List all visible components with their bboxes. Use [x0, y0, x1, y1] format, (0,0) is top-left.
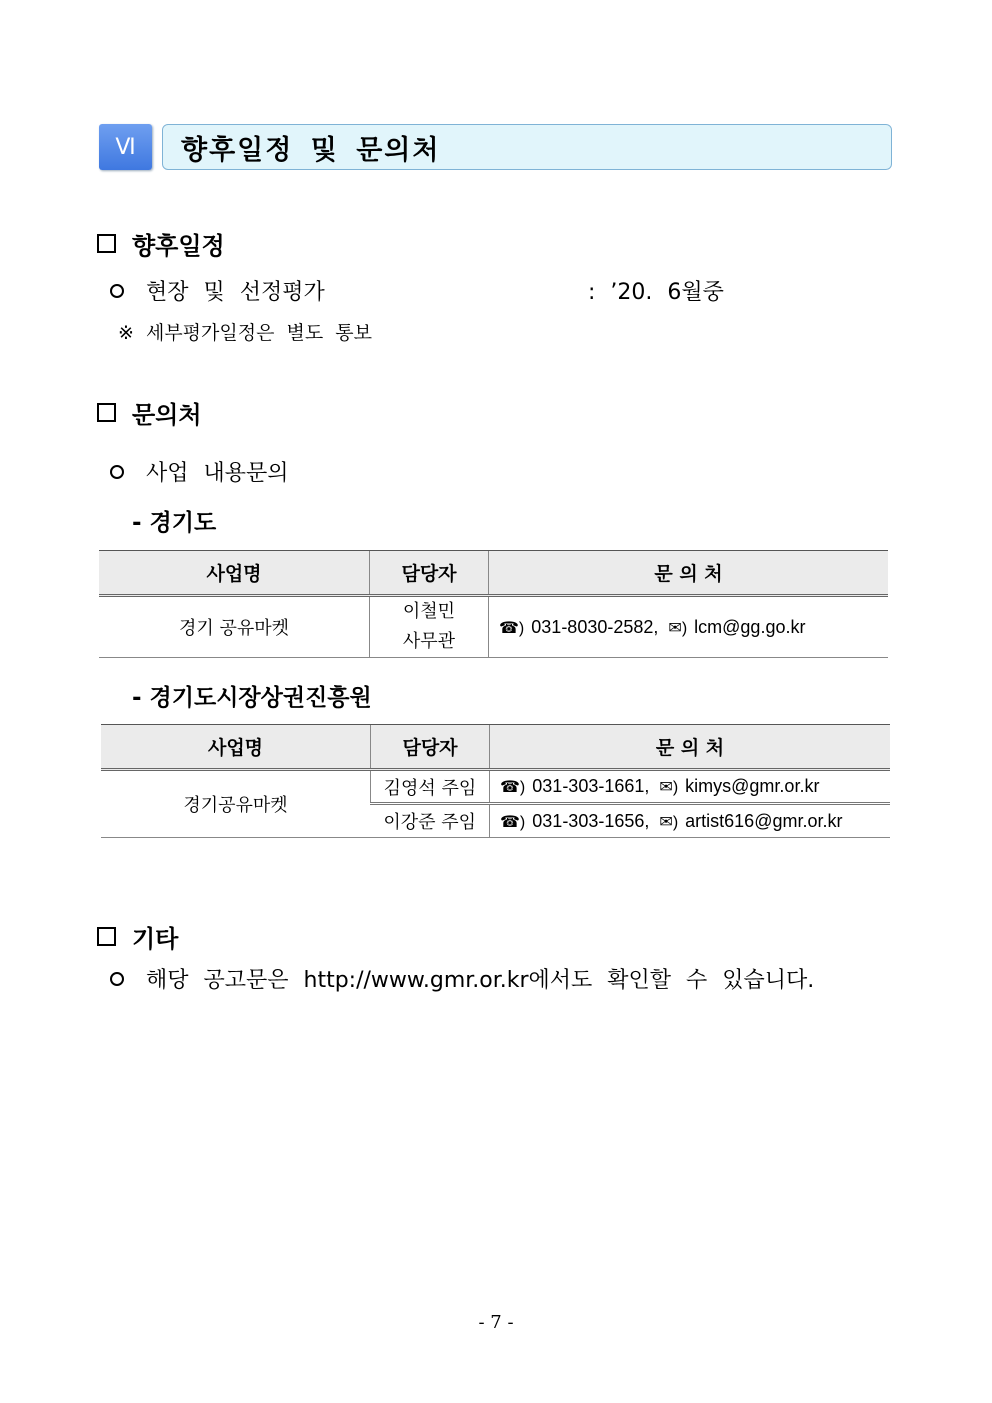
contact-cell: [489, 596, 889, 658]
gyeonggi-contact-table: [99, 550, 888, 658]
email-address[interactable]: artist616@gmr.or.kr: [685, 810, 843, 831]
phone-number: 031-303-1656,: [532, 810, 650, 831]
square-bullet-icon: [97, 403, 116, 422]
header-business: 사업명: [99, 551, 370, 596]
mail-icon: ✉): [659, 779, 679, 796]
phone-icon: ☎): [499, 619, 525, 637]
table-header-row: [101, 725, 890, 770]
schedule-item-label: 현장 및 선정평가: [146, 280, 325, 305]
etc-item: [110, 963, 814, 994]
schedule-item-value: [588, 275, 724, 306]
header-person: 담당자: [370, 551, 489, 596]
section-number: Ⅵ: [115, 134, 136, 160]
circle-bullet-icon: [110, 284, 124, 298]
contact-item-label: 사업 내용문의: [146, 461, 289, 486]
page-number: - 7 -: [478, 1312, 514, 1333]
person-cell: [370, 596, 489, 658]
phone-number: 031-303-1661,: [532, 776, 650, 796]
square-bullet-icon: [97, 927, 116, 946]
contact-heading-text: 문의처: [132, 401, 202, 429]
contact-item: [110, 456, 289, 487]
person-name: 이강준 주임: [371, 804, 490, 838]
header-business: 사업명: [101, 725, 371, 770]
email-address[interactable]: kimys@gmr.or.kr: [685, 776, 820, 796]
schedule-item: [110, 275, 325, 306]
schedule-heading: [97, 226, 225, 261]
phone-number: 031-8030-2582,: [531, 616, 659, 637]
mail-icon: ✉): [659, 813, 679, 831]
table-row: [101, 770, 890, 804]
section-title-box: [162, 124, 892, 170]
business-name: 경기 공유마켓: [99, 596, 370, 658]
gyeonggi-subheading: - 경기도: [132, 510, 217, 536]
etc-item-text: 해당 공고문은 http://www.gmr.or.kr에서도 확인할 수 있습니다.: [146, 968, 815, 993]
header-contact: 문 의 처: [490, 725, 891, 770]
section-number-badge: [99, 124, 152, 170]
etc-heading-text: 기타: [132, 925, 179, 953]
email-address[interactable]: lcm@gg.go.kr: [694, 616, 806, 637]
person-name: 이철민: [402, 601, 456, 622]
contact-cell: [490, 804, 891, 838]
header-contact: 문 의 처: [489, 551, 889, 596]
business-name: 경기공유마켓: [101, 770, 371, 838]
schedule-note: ※ 세부평가일정은 별도 통보: [118, 322, 372, 344]
contact-heading: [97, 395, 202, 430]
gmr-contact-table: [101, 724, 890, 838]
circle-bullet-icon: [110, 465, 124, 479]
table-row: [99, 596, 888, 658]
schedule-item-value-text: : ’20. 6월중: [588, 280, 724, 305]
etc-heading: [97, 919, 178, 954]
circle-bullet-icon: [110, 972, 124, 986]
mail-icon: ✉): [668, 619, 688, 637]
section-title: 향후일정 및 문의처: [181, 134, 441, 166]
phone-icon: ☎): [500, 813, 526, 831]
person-title: 사무관: [402, 631, 456, 652]
schedule-heading-text: 향후일정: [132, 232, 225, 260]
phone-icon: ☎): [500, 779, 526, 796]
contact-cell: [490, 770, 891, 804]
person-name: 김영석 주임: [371, 770, 490, 804]
gmr-subheading: - 경기도시장상권진흥원: [132, 685, 372, 711]
table-header-row: [99, 551, 888, 596]
square-bullet-icon: [97, 234, 116, 253]
header-person: 담당자: [371, 725, 490, 770]
